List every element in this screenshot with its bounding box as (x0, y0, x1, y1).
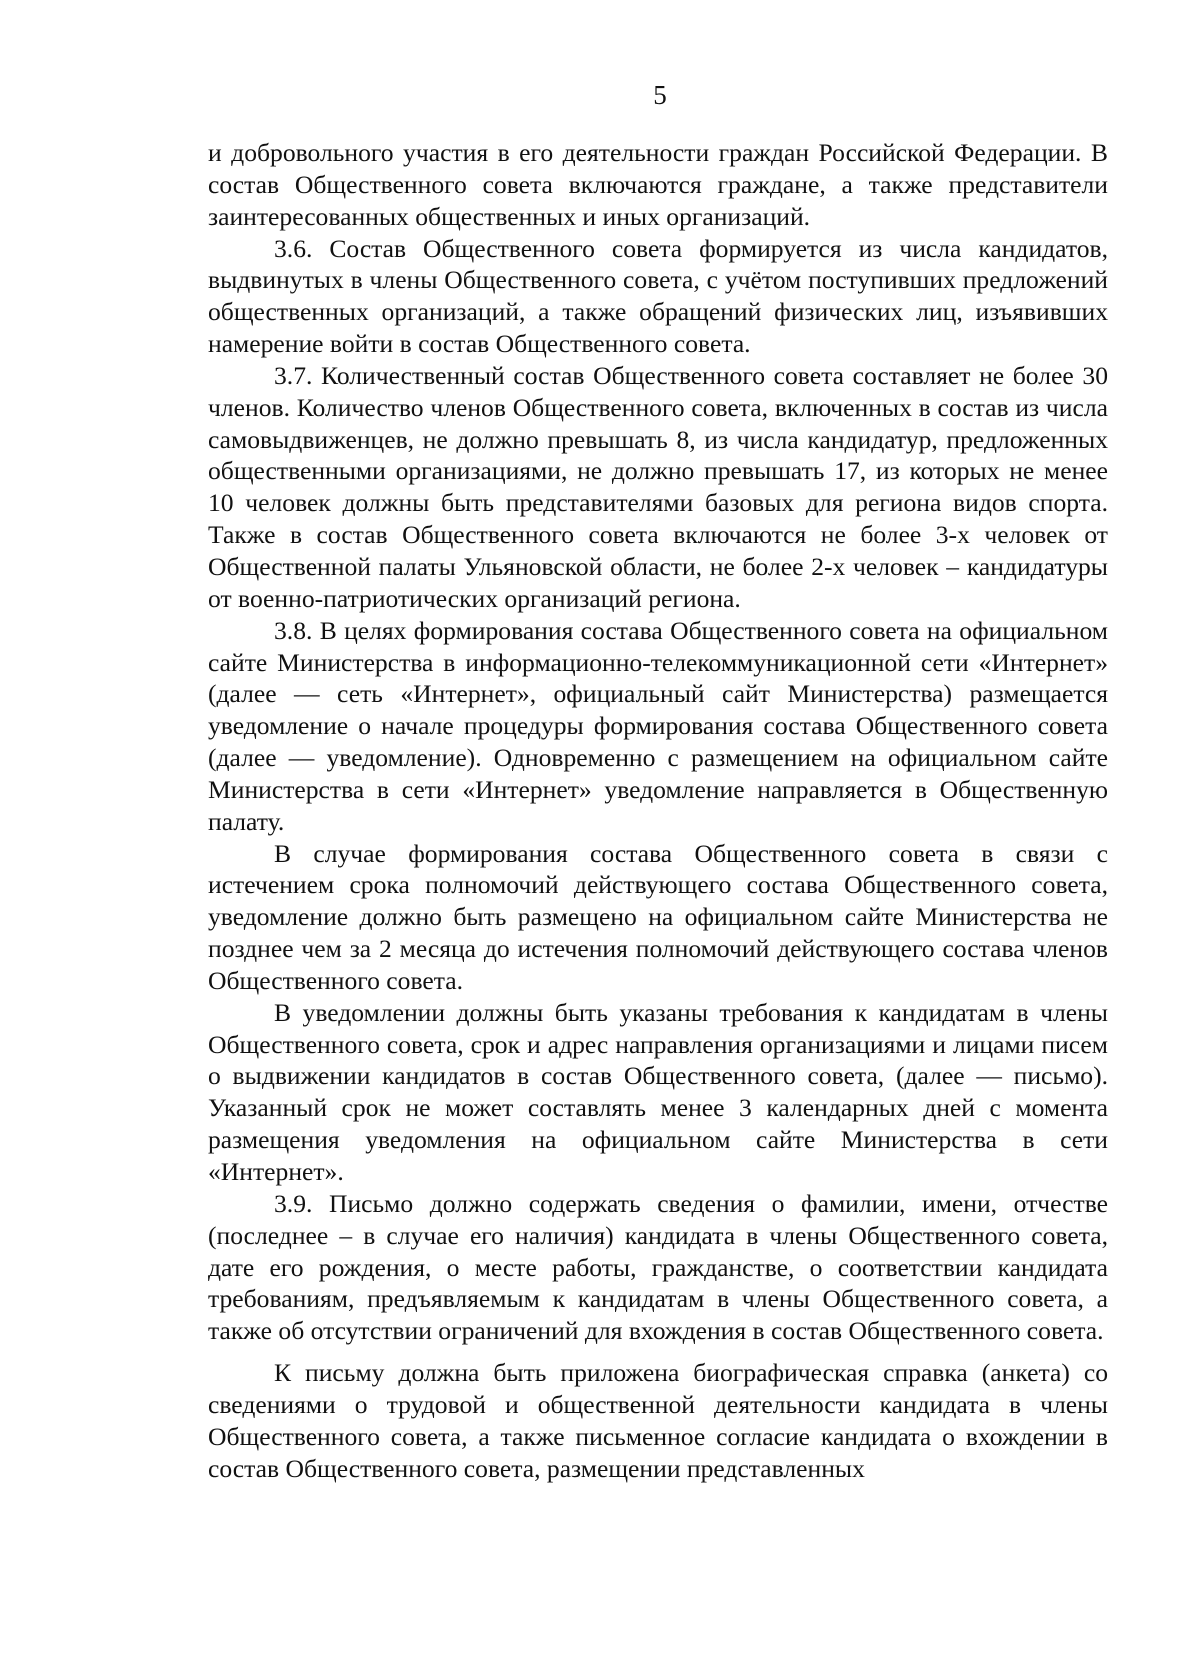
paragraph: и добровольного участия в его деятельности граждан Российской Федерации. В состав Общественного совета включаются граждане, а также представители заинтересованных общественных и иных организаций. (208, 138, 1108, 231)
paragraph-3-7: 3.7. Количественный состав Общественного совета составляет не более 30 членов. Количество членов Общественного совета, включенных в состав из числа самовыдвиженцев, не должно превышать 8, из числа кандидатур, предложенных общественными организациями, не должно превышать 17, из которых не менее 10 человек должны быть представителями базовых для региона видов спорта. Также в состав Общественного совета включаются не более 3-х человек от Общественной палаты Ульяновской области, не более 2-х человек – кандидатуры от военно-патриотических организаций региона. (208, 360, 1108, 613)
paragraph-3-6: 3.6. Состав Общественного совета формируется из числа кандидатов, выдвинутых в члены Общественного совета, с учётом поступивших предложений общественных организаций, а также обращений физических лиц, изъявивших намерение войти в состав Общественного совета. (208, 233, 1108, 359)
paragraph: В случае формирования состава Общественного совета в связи с истечением срока полномочий действующего состава Общественного совета, уведомление должно быть размещено на официальном сайте Министерства не позднее чем за 2 месяца до истечения полномочий действующего состава членов Общественного совета. (208, 838, 1108, 995)
paragraph-3-8: 3.8. В целях формирования состава Общественного совета на официальном сайте Министерства в информационно-телекоммуникационной сети «Интернет» (далее — сеть «Интернет», официальный сайт Министерства) размещается уведомление о начале процедуры формирования состава Общественного совета (далее — уведомление). Одновременно с размещением на официальном сайте Министерства в сети «Интернет» уведомление направляется в Общественную палату. (208, 615, 1108, 836)
paragraph: В уведомлении должны быть указаны требования к кандидатам в члены Общественного совета, срок и адрес направления организациями и лицами писем о выдвижении кандидатов в состав Общественного совета, (далее — письмо). Указанный срок не может составлять менее 3 календарных дней с момента размещения уведомления на официальном сайте Министерства в сети «Интернет». (208, 997, 1108, 1186)
paragraph: К письму должна быть приложена биографическая справка (анкета) со сведениями о трудовой и общественной деятельности кандидата в члены Общественного совета, а также письменное согласие кандидата о вхождении в состав Общественного совета, размещении представленных (208, 1358, 1108, 1483)
document-body (208, 137, 1108, 1484)
page-number: 5 (653, 80, 667, 110)
paragraph-3-9: 3.9. Письмо должно содержать сведения о фамилии, имени, отчестве (последнее – в случае его наличия) кандидата в члены Общественного совета, дате его рождения, о месте работы, гражданстве, о соответствии кандидата требованиям, предъявляемым к кандидатам в члены Общественного совета, а также об отсутствии ограничений для вхождения в состав Общественного совета. (208, 1188, 1108, 1346)
